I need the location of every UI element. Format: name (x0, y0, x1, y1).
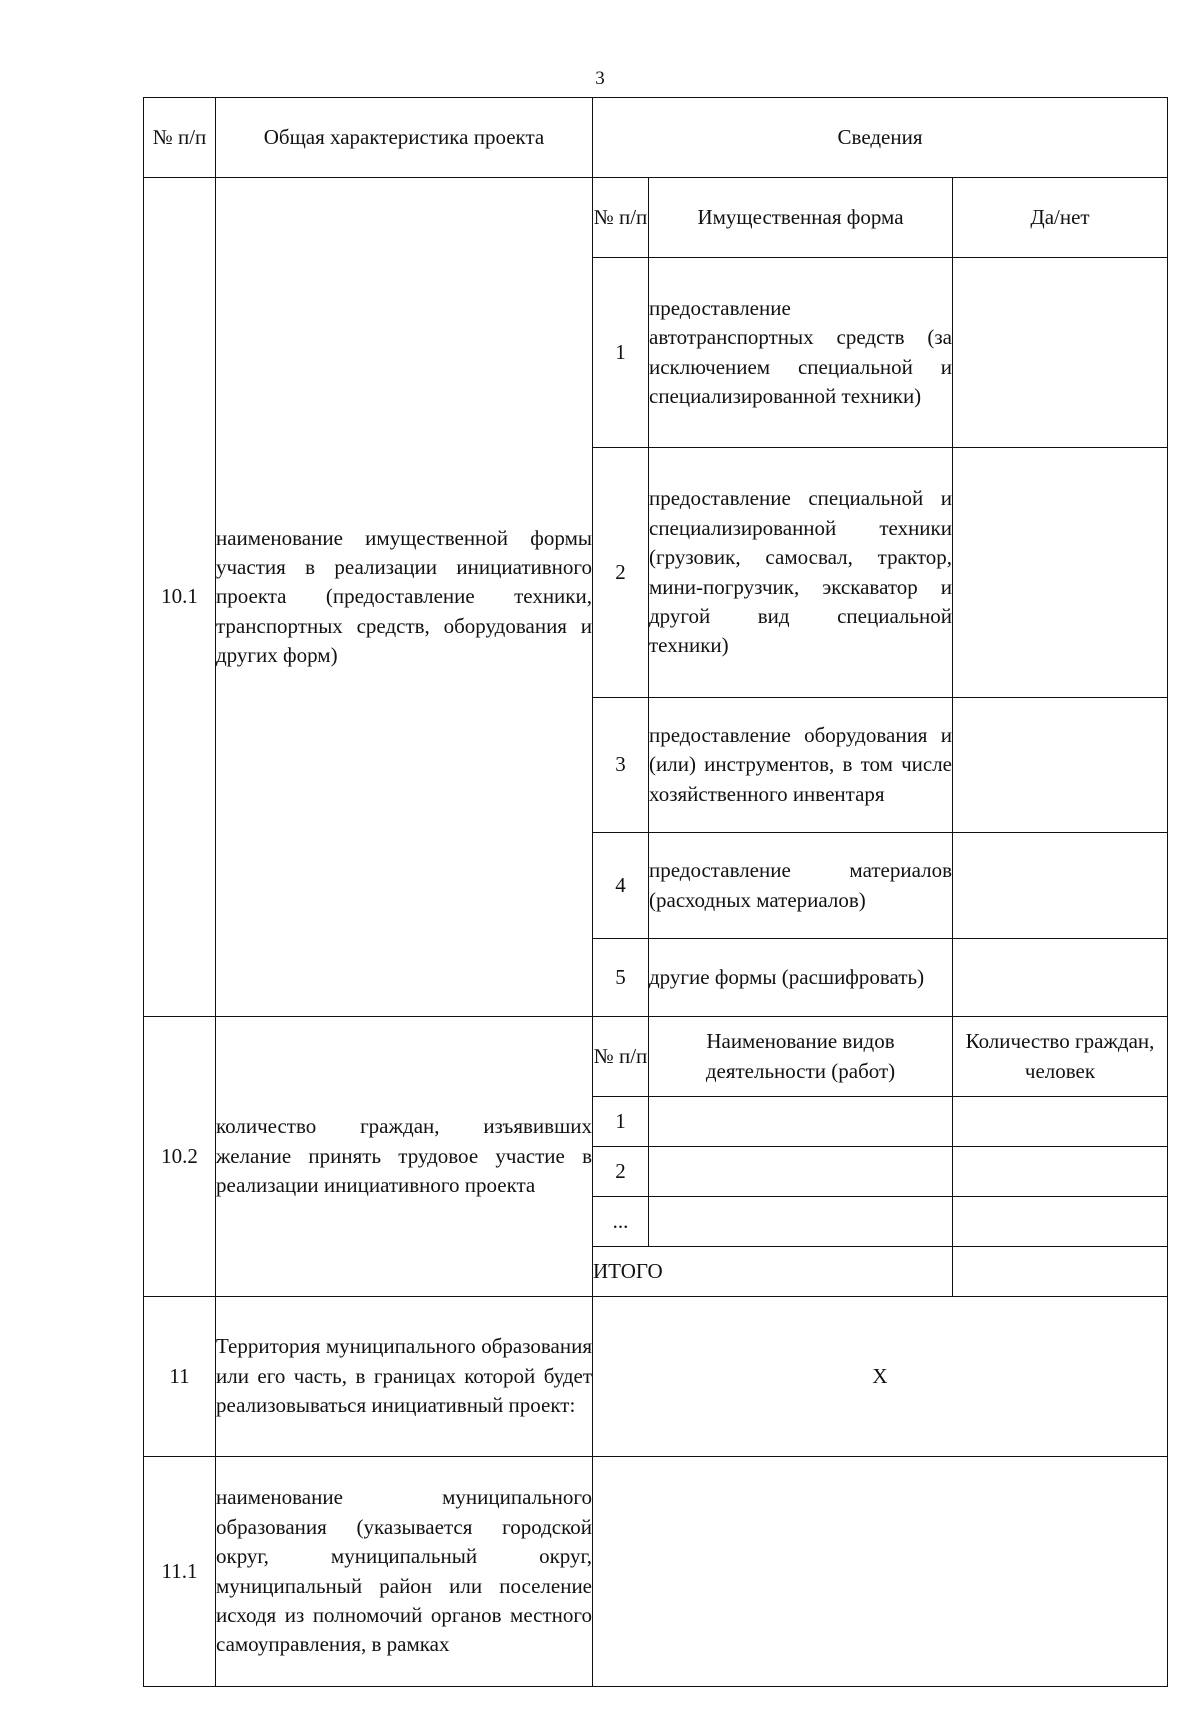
row-11-num: 11 (144, 1297, 216, 1457)
total-label: ИТОГО (593, 1247, 953, 1297)
table-row (144, 1457, 1168, 1687)
count-cell[interactable] (953, 1097, 1168, 1147)
item-num: 4 (593, 833, 649, 939)
table-row (144, 1297, 1168, 1457)
activity-cell[interactable] (649, 1097, 953, 1147)
labor-row-num: ... (593, 1197, 649, 1247)
item-text: предоставление специальной и специализированной техники (грузовик, самосвал, трактор, мини-погрузчик, экскаватор и другой вид специальной техники) (649, 448, 953, 698)
count-cell[interactable] (953, 1197, 1168, 1247)
sub-header-form: Имущественная форма (649, 178, 953, 258)
row-11-1-num: 11.1 (144, 1457, 216, 1687)
sub-header-num: № п/п (593, 178, 649, 258)
count-cell[interactable] (953, 1147, 1168, 1197)
table-header-row (144, 98, 1168, 178)
yesno-cell[interactable] (953, 258, 1168, 448)
row-11-1-desc: наименование муниципального образования (указывается городской округ, муниципальный округ, муниципальный район или поселение исходя из полномочий органов местного самоуправления, в рамках (216, 1457, 593, 1687)
sub-header-yesno: Да/нет (953, 178, 1168, 258)
activity-cell[interactable] (649, 1197, 953, 1247)
row-10-1-num: 10.1 (144, 178, 216, 1017)
item-num: 2 (593, 448, 649, 698)
yesno-cell[interactable] (953, 939, 1168, 1017)
row-10-1-desc: наименование имущественной формы участия в реализации инициативного проекта (предоставление техники, транспортных средств, оборудования и других форм) (216, 178, 593, 1017)
yesno-cell[interactable] (953, 698, 1168, 833)
header-num: № п/п (144, 98, 216, 178)
sub-header-num: № п/п (593, 1017, 649, 1097)
header-characteristic: Общая характеристика проекта (216, 98, 593, 178)
item-text: предоставление автотранспортных средств (за исключением специальной и специализированной техники) (649, 258, 953, 448)
labor-row-num: 1 (593, 1097, 649, 1147)
yesno-cell[interactable] (953, 448, 1168, 698)
row-11-1-value[interactable] (593, 1457, 1168, 1687)
item-text: предоставление оборудования и (или) инструментов, в том числе хозяйственного инвентаря (649, 698, 953, 833)
item-text: предоставление материалов (расходных материалов) (649, 833, 953, 939)
activity-cell[interactable] (649, 1147, 953, 1197)
sub-header-count: Количество граждан, человек (953, 1017, 1168, 1097)
item-num: 5 (593, 939, 649, 1017)
labor-row-num: 2 (593, 1147, 649, 1197)
item-text: другие формы (расшифровать) (649, 939, 953, 1017)
row-11-desc: Территория муниципального образования или его часть, в границах которой будет реализовываться инициативный проект: (216, 1297, 593, 1457)
item-num: 3 (593, 698, 649, 833)
sub-header-activity: Наименование видов деятельности (работ) (649, 1017, 953, 1097)
table-row (144, 1017, 1168, 1097)
row-10-2-num: 10.2 (144, 1017, 216, 1297)
row-10-2-desc: количество граждан, изъявивших желание принять трудовое участие в реализации инициативного проекта (216, 1017, 593, 1297)
yesno-cell[interactable] (953, 833, 1168, 939)
project-table (143, 97, 1168, 1687)
item-num: 1 (593, 258, 649, 448)
table-row (144, 178, 1168, 258)
row-11-value: Х (593, 1297, 1168, 1457)
total-cell[interactable] (953, 1247, 1168, 1297)
page-number: 3 (595, 68, 605, 89)
header-info: Сведения (593, 98, 1168, 178)
